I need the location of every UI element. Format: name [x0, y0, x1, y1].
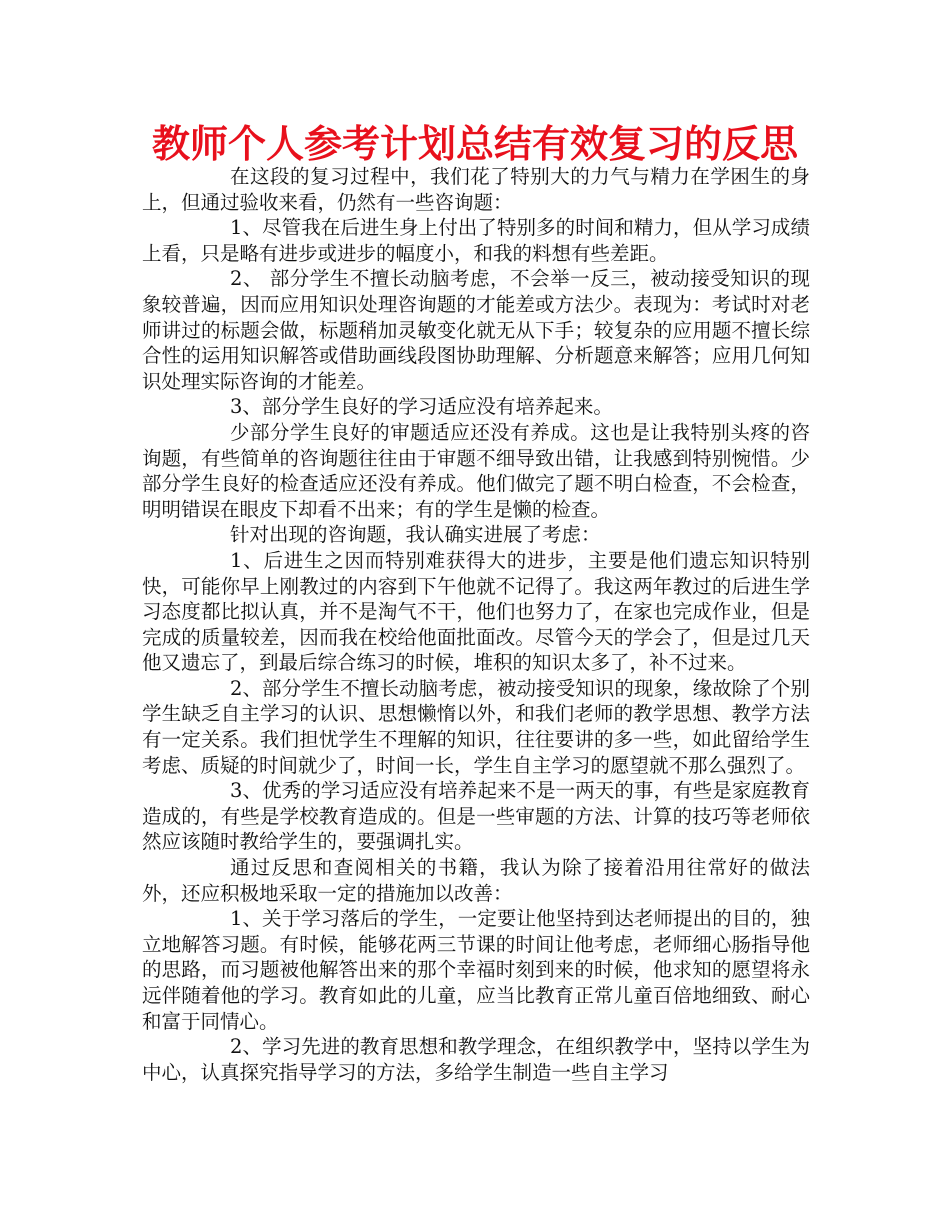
paragraph-measure-1: 1、关于学习落后的学生，一定要让他坚持到达老师提出的目的，独立地解答习题。有时候，能够花两三节课的时间让他考虑，老师细心肠指导他的思路，而习题被他解答出来的那个幸福时刻到来的时候，他求知的愿望将永远伴随着他的学习。教育如此的儿童，应当比教育正常儿童百倍地细致、耐心和富于同情心。 — [142, 907, 810, 1033]
paragraph-intro: 在这段的复习过程中，我们花了特别大的力气与精力在学困生的身上，但通过验收来看，仍然有一些咨询题： — [142, 165, 810, 214]
paragraph-reflection-1: 1、后进生之因而特别难获得大的进步，主要是他们遗忘知识特别快，可能你早上刚教过的内容到下午他就不记得了。我这两年教过的后进生学习态度都比拟认真，并不是淘气不干，他们也努力了，在家也完成作业，但是完成的质量较差，因而我在校给他面批面改。尽管今天的学会了，但是过几天他又遗忘了，到最后综合练习的时候，堆积的知识太多了，补不过来。 — [142, 548, 810, 675]
paragraph-measures-intro: 通过反思和查阅相关的书籍，我认为除了接着沿用往常好的做法外，还应积极地采取一定的措施加以改善： — [142, 856, 810, 905]
paragraph-problem-3: 3、部分学生良好的学习适应没有培养起来。 — [230, 395, 613, 419]
paragraph-reflection-intro: 针对出现的咨询题，我认确实进展了考虑： — [230, 523, 601, 547]
document-title: 教师个人参考计划总结有效复习的反思 — [151, 122, 798, 166]
document-body — [142, 164, 810, 1085]
paragraph-problem-2: 2、 部分学生不擅长动脑考虑，不会举一反三，被动接受知识的现象较普遍，因而应用知识处理咨询题的才能差或方法少。表现为：考试时对老师讲过的标题会做，标题稍加灵敏变化就无从下手；较复杂的应用题不擅长综合性的运用知识解答或借助画线段图协助理解、分析题意来解答；应用几何知识处理实际咨询的才能差。 — [142, 267, 810, 393]
paragraph-problem-1: 1、尽管我在后进生身上付出了特别多的时间和精力，但从学习成绩上看，只是略有进步或进步的幅度小，和我的料想有些差距。 — [142, 216, 810, 265]
paragraph-reflection-2: 2、部分学生不擅长动脑考虑，被动接受知识的现象，缘故除了个别学生缺乏自主学习的认识、思想懒惰以外，和我们老师的教学思想、教学方法有一定关系。我们担忧学生不理解的知识，往往要讲的多一些，如此留给学生考虑、质疑的时间就少了，时间一长，学生自主学习的愿望就不那么强烈了。 — [142, 676, 810, 777]
paragraph-reflection-3: 3、优秀的学习适应没有培养起来不是一两天的事，有些是家庭教育造成的，有些是学校教育造成的。但是一些审题的方法、计算的技巧等老师依然应该随时教给学生的，要强调扎实。 — [142, 779, 810, 854]
paragraph-habits: 少部分学生良好的审题适应还没有养成。这也是让我特别头疼的咨询题，有些简单的咨询题往往由于审题不细导致出错，让我感到特别惋惜。少部分学生良好的检查适应还没有养成。他们做完了题不明白检查，不会检查，明明错误在眼皮下却看不出来；有的学生是懒的检查。 — [142, 420, 810, 521]
paragraph-measure-2: 2、学习先进的教育思想和教学理念，在组织教学中，坚持以学生为中心，认真探究指导学习的方法，多给学生制造一些自主学习 — [142, 1035, 810, 1084]
